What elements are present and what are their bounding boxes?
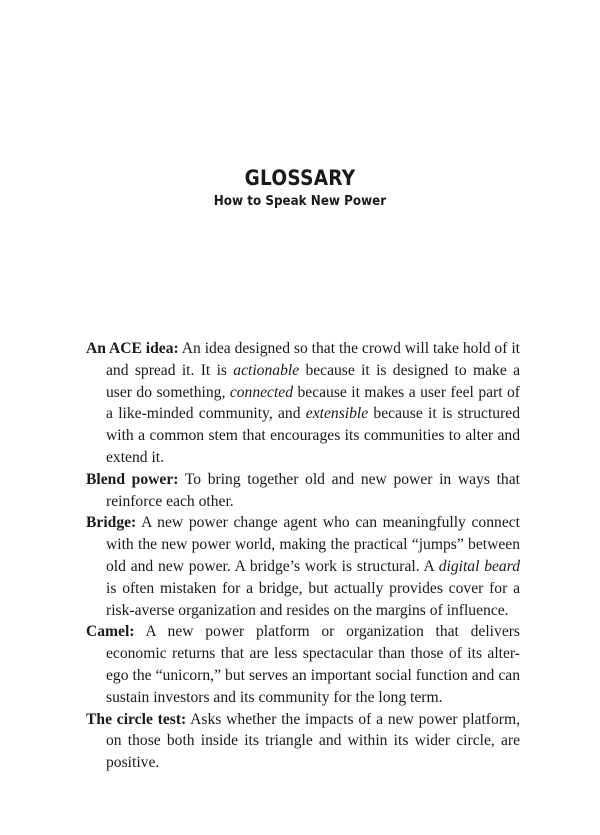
glossary-definition-text: is often mistaken for a bridge, but actually provides cover for a risk-averse organization and resides on the margins of influence. — [106, 579, 520, 619]
glossary-entry — [86, 469, 520, 513]
glossary-emphasis: actionable — [233, 361, 300, 379]
glossary-term: Bridge: — [86, 514, 137, 532]
glossary-entry — [86, 512, 520, 621]
glossary-definition-text: An idea designed so that the crowd will take hold of it and spread it. It is — [106, 340, 520, 379]
chapter-heading — [0, 165, 600, 211]
glossary-term: An ACE idea: — [86, 340, 179, 357]
glossary-entry — [86, 709, 520, 774]
glossary-definition-text: A new power platform or organization that delivers economic returns that are less spectacular than those of its alter-ego the “unicorn,” but serves an important social function and can sustain investors and its community for the long term. — [106, 623, 520, 706]
glossary-entry — [86, 338, 520, 469]
page-title: GLOSSARY — [244, 166, 356, 190]
glossary-term: Camel: — [86, 623, 135, 641]
glossary-emphasis: connected — [229, 383, 294, 401]
glossary-definition-text: To bring together old and new power in ways that reinforce each other. — [106, 470, 520, 510]
glossary-definition-text: because it is designed to make a user do something, — [106, 361, 521, 401]
glossary-entries — [86, 338, 520, 774]
glossary-term: Blend power: — [86, 470, 179, 488]
glossary-term: The circle test: — [86, 710, 187, 728]
glossary-definition-text: Asks whether the impacts of a new power platform, on those both inside its triangle and within its wider circle, are positive. — [106, 710, 520, 772]
glossary-emphasis: digital beard — [438, 557, 520, 575]
glossary-emphasis: extensible — [305, 405, 369, 423]
glossary-entry — [86, 621, 520, 708]
glossary-definition-text: because it is structured with a common stem that encourages its communities to alter and extend it. — [106, 405, 520, 466]
glossary-definition-text: because it makes a user feel part of a like-minded community, and — [106, 383, 521, 423]
glossary-definition-text: A new power change agent who can meaningfully connect with the new power world, making the practical “jumps” between old and new power. A bridge’s work is structural. A — [106, 514, 520, 575]
page-subtitle: How to Speak New Power — [213, 194, 387, 209]
